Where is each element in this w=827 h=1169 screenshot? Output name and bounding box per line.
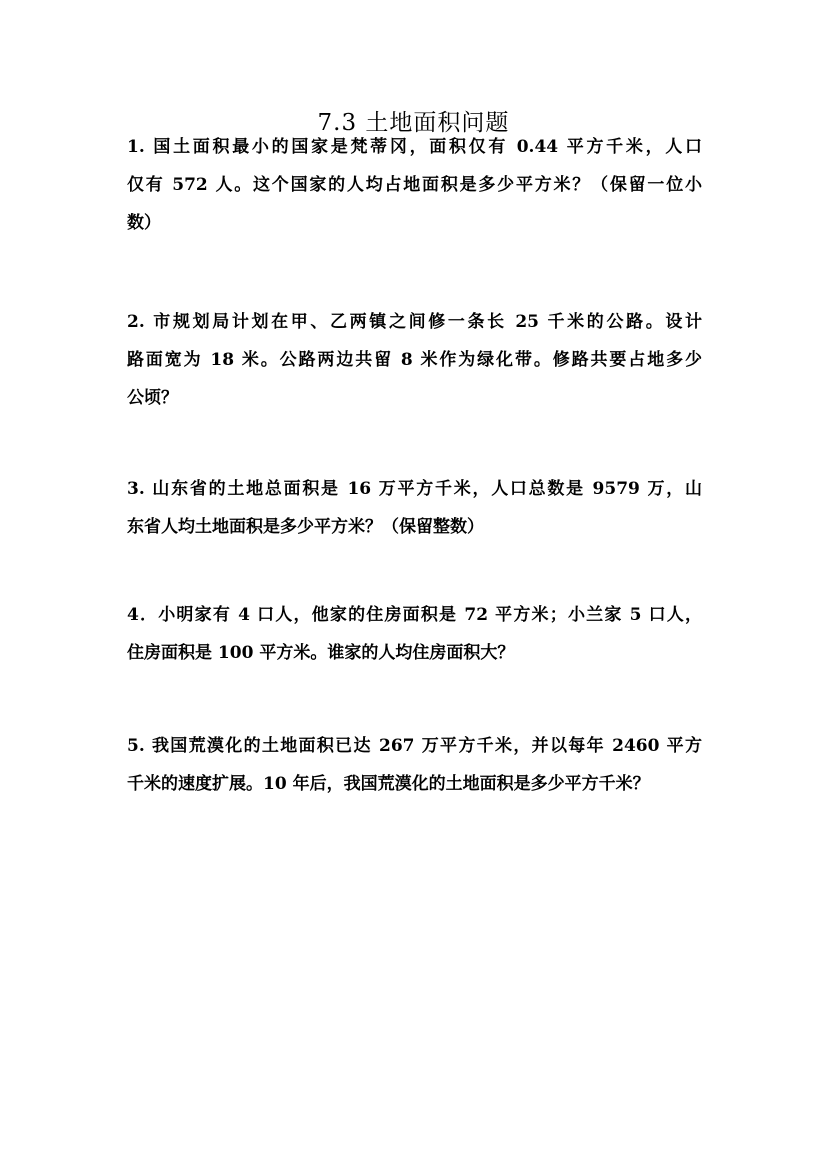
problem-3-line-1: 3. 山东省的土地总面积是 16 万平方千米，人口总数是 9579 万，山 [127,479,702,499]
problem-5-line-2: 千米的速度扩展。10 年后，我国荒漠化的土地面积是多少平方千米？ [127,774,650,794]
problem-1-line-2: 仅有 572 人。这个国家的人均占地面积是多少平方米？（保留一位小 [127,175,702,195]
problem-1 [127,128,702,242]
page-title: 7.3 土地面积问题 [317,110,510,136]
problem-4-line-2: 住房面积是 100 平方米。谁家的人均住房面积大？ [127,643,515,663]
problem-1-line-3: 数） [127,213,161,233]
problem-5-line-1: 5. 我国荒漠化的土地面积已达 267 万平方千米，并以每年 2460 平方 [127,736,702,756]
problem-3-line-2: 东省人均土地面积是多少平方米？（保留整数） [127,517,484,537]
problem-2 [127,303,702,417]
problem-4-line-1: 4．小明家有 4 口人，他家的住房面积是 72 平方米；小兰家 5 口人， [127,605,702,625]
problem-2-line-2: 路面宽为 18 米。公路两边共留 8 米作为绿化带。修路共要占地多少 [127,350,702,370]
problem-2-line-1: 2. 市规划局计划在甲、乙两镇之间修一条长 25 千米的公路。设计 [127,312,702,332]
problem-3 [127,470,702,546]
problem-2-line-3: 公顷？ [127,388,178,408]
problem-1-line-1: 1. 国土面积最小的国家是梵蒂冈，面积仅有 0.44 平方千米，人口 [127,137,702,157]
problem-4 [127,596,702,672]
problem-5 [127,727,702,803]
